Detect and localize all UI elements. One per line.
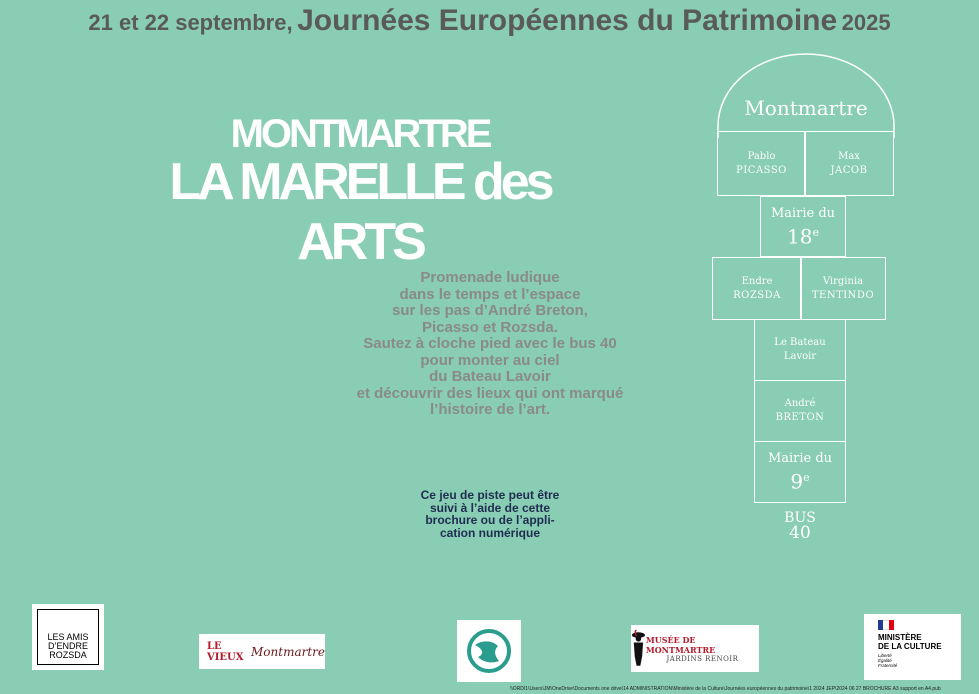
cell-firstname: Max (838, 150, 860, 162)
promenade-line: Picasso et Rozsda. (422, 318, 558, 336)
logo-musee-name: MUSÉE DE MONTMARTRE (645, 634, 716, 655)
cell-jacob (804, 131, 894, 196)
promenade-line: sur les pas d’André Breton, (392, 302, 588, 319)
promenade-text (300, 270, 680, 419)
logo-amis-rozsda (32, 604, 104, 670)
logo-vieux-text-a: LE VIEUX (207, 640, 244, 663)
cell-picasso (717, 131, 806, 196)
logo-musee-text (646, 635, 759, 663)
cell-rozsda (712, 257, 802, 320)
cell-mairie-number: 9e (790, 469, 810, 494)
cell-mairie-label: Mairie du (767, 451, 833, 467)
header-dates: 21 et 22 septembre, (88, 10, 293, 35)
jeu-line: brochure ou de l’appli- (425, 513, 555, 527)
cell-mairie-18 (760, 196, 846, 257)
logo-ratp (457, 620, 521, 682)
cell-bateau-lavoir (754, 319, 846, 381)
cell-lastname: PICASSO (736, 164, 787, 176)
logo-musee-montmartre (631, 625, 759, 672)
promenade-line: Promenade ludique (420, 269, 560, 286)
arch-label-montmartre: Montmartre (744, 96, 868, 120)
french-flag-icon (878, 620, 894, 630)
jeu-line: cation numérique (439, 525, 540, 540)
header-event: Journées Européennes du Patrimoine (297, 4, 838, 37)
cell-firstname: Virginia (822, 275, 864, 287)
ratp-icon (466, 628, 512, 674)
cell-lastname: ROZSDA (733, 289, 781, 301)
cell-lastname: JACOB (830, 164, 868, 176)
promenade-line: dans le temps et l’espace (399, 285, 581, 303)
cell-firstname: André (784, 398, 816, 409)
logo-vieux-montmartre (199, 634, 325, 669)
cell-line2: Lavoir (783, 351, 817, 362)
bus-word: BUS (784, 510, 816, 526)
cell-tentindo (800, 257, 886, 320)
promenade-line: du Bateau Lavoir (429, 368, 551, 385)
jeu-line: suivi à l’aide de cette (429, 500, 551, 515)
logo-musee-sub: JARDINS RENOIR (666, 654, 739, 663)
promenade-line: et découvrir des lieux qui ont marqué (356, 384, 624, 402)
cell-mairie-label: Mairie du (770, 205, 836, 221)
promenade-line: pour monter au ciel (420, 351, 560, 369)
cell-lastname: BRETON (775, 412, 825, 423)
silhouette-icon (631, 629, 646, 669)
bus-number: 40 (789, 523, 811, 543)
promenade-line: Sautez à cloche pied avec le bus 40 (363, 335, 617, 352)
logo-ministere-culture (864, 614, 961, 680)
cell-mairie-number: 18e (787, 224, 819, 249)
cell-line1: Le Bateau (774, 337, 826, 348)
jeu-de-piste-note (400, 489, 580, 539)
header-year: 2025 (841, 10, 891, 35)
title-montmartre: MONTMARTRE (230, 112, 490, 156)
event-header (0, 4, 979, 38)
cell-mairie-9 (754, 441, 846, 503)
file-path-footer: \\ORDI1\Users\JM\OneDrive\Documents one drive\14 ADMINISTRATION\Ministère de la Culture\Journées européennes du patrimoine\1 2024 JEP\2024 06 27 BROCHURE A3 support en A4.pub (510, 686, 941, 692)
promenade-line: l’histoire de l’art. (429, 401, 551, 418)
logo-vieux-text-b: Montmartre (251, 644, 325, 659)
cell-firstname: Endre (741, 275, 773, 287)
cell-breton (754, 380, 846, 442)
title-marelle: LA MARELLE des ARTS (169, 153, 551, 271)
cell-firstname: Pablo (747, 150, 776, 162)
jeu-line: Ce jeu de piste peut être (420, 488, 560, 502)
logo-rozsda-text: LES AMIS D’ENDRE ROZSDA (47, 632, 89, 660)
logo-ministere-devise: Liberté Égalité Fraternité (878, 653, 898, 668)
hopscotch-arch (716, 52, 896, 138)
cell-lastname: TENTINDO (811, 289, 875, 301)
logo-ministere-name: MINISTÈRE DE LA CULTURE (878, 633, 942, 651)
bus-40-label (760, 512, 840, 542)
